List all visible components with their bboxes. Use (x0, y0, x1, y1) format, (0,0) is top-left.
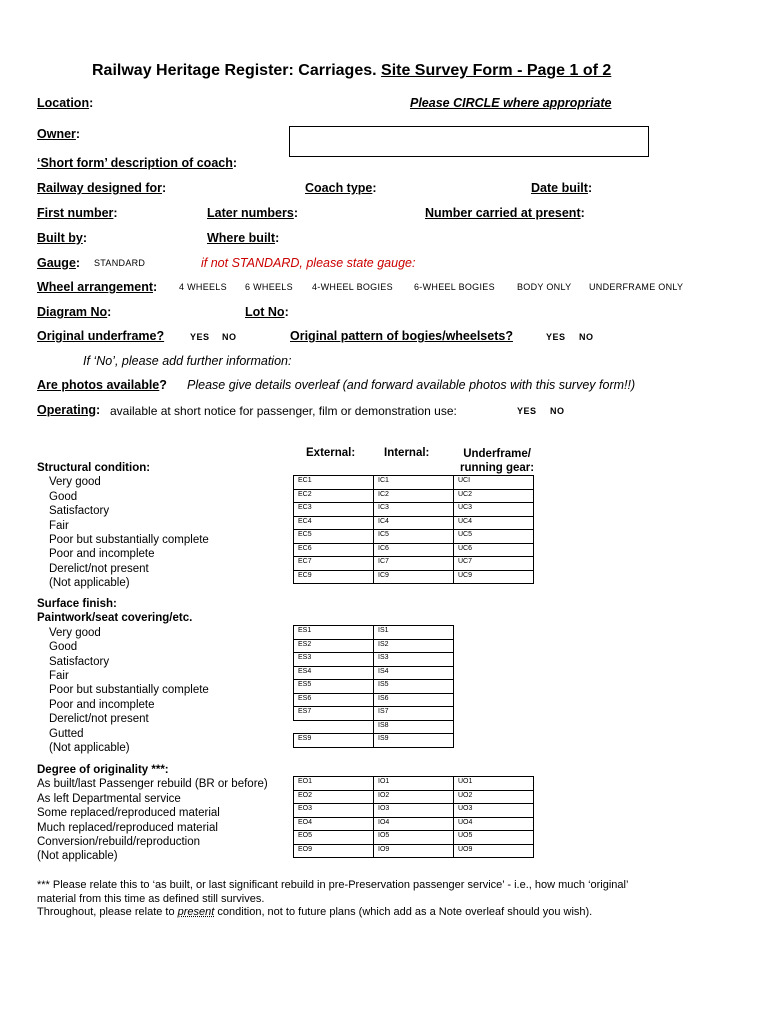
first-number-label: First number: (37, 206, 118, 220)
table-row (294, 476, 534, 490)
table-row (294, 530, 534, 544)
owner-label: Owner: (37, 127, 81, 141)
original-bogies-label: Original pattern of bogies/wheelsets? (290, 329, 513, 343)
list-item: Very good (49, 626, 101, 639)
grid-cell[interactable]: IS6 (374, 693, 454, 707)
grid-cell[interactable]: UC9 (454, 570, 534, 584)
photos-note: Please give details overleaf (and forward available photos with this survey form!!) (187, 378, 636, 392)
list-item: Satisfactory (49, 655, 110, 668)
location-label: Location: (37, 96, 94, 110)
list-item: Very good (49, 476, 101, 489)
grid-cell[interactable]: EC9 (294, 570, 374, 584)
grid-cell[interactable]: UC2 (454, 489, 534, 503)
wheel-option-6-wheel-bogies[interactable]: 6-WHEEL BOGIES (414, 282, 495, 292)
grid-cell[interactable]: IS3 (374, 653, 454, 667)
grid-cell[interactable]: UC5 (454, 530, 534, 544)
operating-yes-option[interactable]: YES (517, 406, 537, 416)
owner-input-box[interactable] (289, 126, 649, 157)
table-row (294, 489, 534, 503)
wheel-option-4-wheels[interactable]: 4 WHEELS (179, 282, 227, 292)
list-item: As left Departmental service (37, 792, 181, 805)
grid-cell[interactable]: IO5 (374, 831, 454, 845)
list-item: Poor but substantially complete (49, 534, 209, 547)
grid-cell[interactable]: ES5 (294, 680, 374, 694)
wheel-option-underframe-only[interactable]: UNDERFRAME ONLY (589, 282, 684, 292)
operating-no-option[interactable]: NO (550, 406, 565, 416)
list-item: Good (49, 641, 78, 654)
diagram-no-label: Diagram No: (37, 305, 112, 319)
grid-cell[interactable]: EO4 (294, 817, 374, 831)
footnote-line2: material from this time as defined still survives. (37, 892, 265, 905)
table-row (294, 626, 454, 640)
list-item: Derelict/not present (49, 562, 149, 575)
grid-cell[interactable]: IO1 (374, 777, 454, 791)
grid-cell[interactable]: ES4 (294, 666, 374, 680)
grid-cell[interactable]: EC2 (294, 489, 374, 503)
list-item: Some replaced/reproduced material (37, 807, 220, 820)
surface-heading: Surface finish: (37, 598, 117, 610)
grid-cell[interactable]: UC7 (454, 557, 534, 571)
wheel-arrangement-label: Wheel arrangement: (37, 280, 158, 294)
table-row (294, 639, 454, 653)
grid-cell[interactable]: IS7 (374, 707, 454, 721)
operating-note: available at short notice for passenger, film or demonstration use: (110, 404, 457, 418)
grid-cell[interactable]: ES2 (294, 639, 374, 653)
list-item: Poor and incomplete (49, 548, 155, 561)
grid-cell[interactable]: IC9 (374, 570, 454, 584)
grid-cell[interactable]: UC4 (454, 516, 534, 530)
table-row (294, 503, 534, 517)
footnote-line1: *** Please relate this to ‘as built, or last significant rebuild in pre-Preservation passenger service’ - i.e., how much ‘original’ (37, 879, 629, 891)
grid-cell[interactable]: IS8 (374, 720, 454, 734)
grid-cell[interactable]: IC2 (374, 489, 454, 503)
grid-cell[interactable]: EO2 (294, 790, 374, 804)
grid-cell[interactable]: ES6 (294, 693, 374, 707)
built-by-label: Built by: (37, 231, 88, 245)
table-row (294, 777, 534, 791)
table-row (294, 804, 534, 818)
original-underframe-label: Original underframe? (37, 329, 165, 343)
later-numbers-label: Later numbers: (207, 206, 299, 220)
grid-cell[interactable]: EO9 (294, 844, 374, 858)
list-item: Conversion/rebuild/reproduction (37, 836, 201, 849)
grid-cell[interactable]: UC3 (454, 503, 534, 517)
grid-cell[interactable]: UO3 (454, 804, 534, 818)
gauge-note: if not STANDARD, please state gauge: (201, 256, 416, 270)
table-row (294, 680, 454, 694)
grid-cell[interactable]: IC5 (374, 530, 454, 544)
originality-heading: Degree of originality ***: (37, 764, 169, 776)
grid-cell[interactable]: IO3 (374, 804, 454, 818)
grid-cell[interactable]: EC4 (294, 516, 374, 530)
grid-cell[interactable]: UO9 (454, 844, 534, 858)
originality-list (37, 763, 268, 864)
if-no-note: If ‘No’, please add further information: (83, 354, 292, 368)
list-item: Good (49, 490, 78, 503)
grid-cell[interactable]: EC7 (294, 557, 374, 571)
list-item: Poor and incomplete (49, 698, 155, 711)
page-title (92, 62, 611, 80)
photos-label: Are photos available? (37, 378, 167, 392)
railway-designed-for-label: Railway designed for: (37, 181, 167, 195)
wheel-option-body-only[interactable]: BODY ONLY (517, 282, 572, 292)
list-item: Fair (49, 519, 69, 532)
table-row (294, 844, 534, 858)
number-carried-label: Number carried at present: (425, 206, 585, 220)
title-main: Railway Heritage Register: Carriages. (92, 62, 377, 79)
table-row (294, 831, 534, 845)
grid-cell[interactable]: IO4 (374, 817, 454, 831)
grid-cell[interactable]: EC3 (294, 503, 374, 517)
table-row (294, 516, 534, 530)
list-item: As built/last Passenger rebuild (BR or before) (37, 778, 268, 791)
structural-condition-list (37, 461, 209, 591)
table-row (294, 557, 534, 571)
gauge-standard-option[interactable]: STANDARD (94, 258, 146, 268)
grid-cell[interactable]: IC7 (374, 557, 454, 571)
grid-cell[interactable]: ES1 (294, 626, 374, 640)
footnote-line3: Throughout, please relate to present condition, not to future plans (which add as a Note overleaf should you wish). (37, 906, 593, 918)
grid-cell[interactable]: IC6 (374, 543, 454, 557)
grid-cell[interactable]: EO5 (294, 831, 374, 845)
coach-type-label: Coach type: (305, 181, 377, 195)
list-item: Much replaced/reproduced material (37, 821, 218, 834)
circle-note: Please CIRCLE where appropriate (410, 96, 612, 110)
surface-grid (293, 625, 454, 748)
grid-cell[interactable]: IS1 (374, 626, 454, 640)
grid-cell[interactable]: UCI (454, 476, 534, 490)
grid-cell[interactable]: UO5 (454, 831, 534, 845)
grid-cell[interactable]: UC6 (454, 543, 534, 557)
wheel-option-4-wheel-bogies[interactable]: 4-WHEEL BOGIES (312, 282, 393, 292)
list-item: Fair (49, 670, 69, 683)
grid-cell[interactable]: IO2 (374, 790, 454, 804)
grid-cell[interactable]: IS2 (374, 639, 454, 653)
table-row (294, 734, 454, 748)
bogies-yes-option[interactable]: YES (546, 332, 566, 342)
operating-label: Operating: (37, 403, 101, 417)
list-item: (Not applicable) (37, 850, 118, 863)
list-item: (Not applicable) (49, 742, 130, 755)
grid-cell[interactable]: IO9 (374, 844, 454, 858)
table-row (294, 570, 534, 584)
surface-subheading: Paintwork/seat covering/etc. (37, 612, 193, 625)
table-row (294, 817, 534, 831)
grid-cell[interactable]: EC6 (294, 543, 374, 557)
col-underframe: Underframe/ running gear: (460, 448, 535, 474)
table-row (294, 707, 454, 721)
gauge-label: Gauge: (37, 256, 81, 270)
grid-cell[interactable]: EC1 (294, 476, 374, 490)
grid-cell[interactable]: UO1 (454, 777, 534, 791)
grid-cell[interactable]: ES9 (294, 734, 374, 748)
structural-grid (293, 475, 534, 584)
date-built-label: Date built: (531, 181, 593, 195)
grid-cell[interactable]: EC5 (294, 530, 374, 544)
grid-cell[interactable]: IC1 (374, 476, 454, 490)
structural-heading: Structural condition: (37, 462, 151, 474)
where-built-label: Where built: (207, 231, 280, 245)
lot-no-label: Lot No: (245, 305, 289, 319)
list-item: Satisfactory (49, 505, 110, 518)
grid-cell[interactable]: IS4 (374, 666, 454, 680)
grid-cell[interactable]: IS5 (374, 680, 454, 694)
wheel-option-6-wheels[interactable]: 6 WHEELS (245, 282, 293, 292)
list-item: Derelict/not present (49, 713, 149, 726)
grid-cell[interactable]: UO4 (454, 817, 534, 831)
short-form-label: ‘Short form’ description of coach: (37, 156, 238, 170)
bogies-no-option[interactable]: NO (579, 332, 594, 342)
list-item: (Not applicable) (49, 577, 130, 590)
table-row (294, 693, 454, 707)
table-row (294, 720, 454, 734)
list-item: Poor but substantially complete (49, 684, 209, 697)
grid-cell[interactable]: ES3 (294, 653, 374, 667)
table-row (294, 790, 534, 804)
grid-cell[interactable]: EO3 (294, 804, 374, 818)
grid-cell[interactable]: IS9 (374, 734, 454, 748)
table-row (294, 666, 454, 680)
col-external: External: (306, 447, 356, 459)
underframe-yes-option[interactable]: YES (190, 332, 210, 342)
table-row (294, 653, 454, 667)
originality-grid (293, 776, 534, 858)
table-row (294, 543, 534, 557)
grid-cell[interactable]: EO1 (294, 777, 374, 791)
surface-finish-list (37, 597, 209, 755)
grid-cell[interactable]: UO2 (454, 790, 534, 804)
grid-cell[interactable]: IC3 (374, 503, 454, 517)
footnote (37, 879, 628, 920)
grid-cell[interactable]: IC4 (374, 516, 454, 530)
list-item: Gutted (49, 727, 84, 740)
underframe-no-option[interactable]: NO (222, 332, 237, 342)
grid-cell[interactable]: ES7 (294, 707, 374, 721)
title-subtitle: Site Survey Form - Page 1 of 2 (381, 62, 612, 79)
col-internal: Internal: (384, 447, 430, 459)
grid-cell-empty (294, 720, 374, 734)
